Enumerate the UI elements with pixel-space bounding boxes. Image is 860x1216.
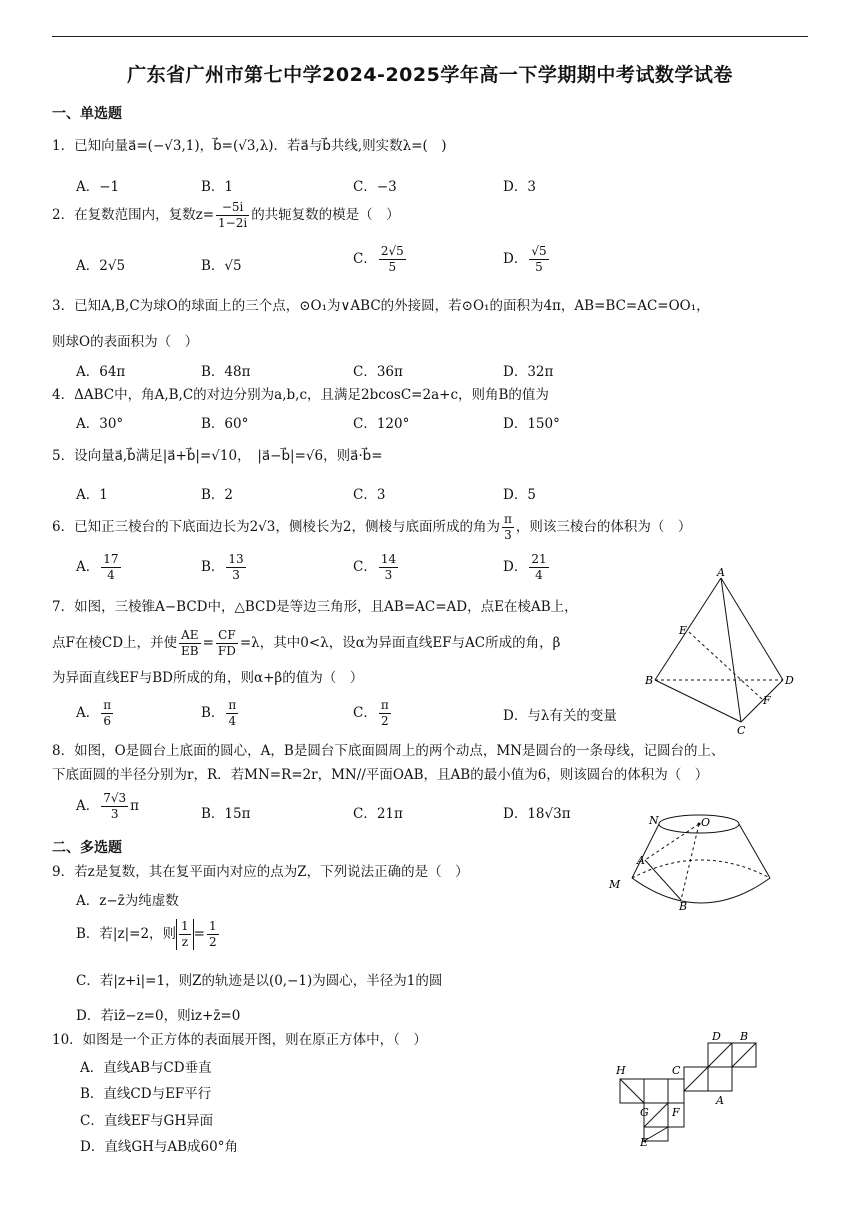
net-label-b: B	[740, 1030, 749, 1043]
q2-option-b: B．√5	[201, 258, 242, 274]
tetra-label-c: C	[737, 724, 746, 736]
q6-option-b: B． $\frac{13}{3}$	[201, 552, 244, 582]
q5-option-b: B．2	[201, 487, 234, 503]
q2-option-d: D． $\frac{√5}{5}$	[503, 244, 547, 274]
q7-option-b: B． $\frac{\pi}{4}$	[201, 698, 237, 728]
tetra-label-b: B	[645, 674, 654, 687]
q5-option-d: D．5	[503, 487, 536, 503]
tetrahedron-figure	[645, 566, 805, 736]
q7-option-a: A． $\frac{\pi}{6}$	[76, 698, 112, 728]
question-3-line-2: 则球O的表面积为（ ）	[52, 334, 199, 350]
q10-option-d: D．直线GH与AB成60°角	[80, 1139, 238, 1155]
q10-option-b: B．直线CD与EF平行	[80, 1086, 212, 1102]
q9-option-b: B．若|z|=2，则 $\frac{1}{z}$ = $\frac{1}{2}$	[76, 919, 217, 949]
q4-option-d: D．150°	[503, 416, 560, 432]
question-8-line-1: 8．如图，O是圆台上底面的圆心，A，B是圆台下底面圆周上的两个动点，MN是圆台的一条母线，记圆台的上、	[52, 743, 725, 759]
net-label-a: A	[716, 1094, 724, 1107]
net-label-g: G	[640, 1106, 649, 1119]
question-3-line-1: 3．已知A,B,C为球O的球面上的三个点，⊙O₁为∨ABC的外接圆，若⊙O₁的面积为4π，AB=BC=AC=OO₁，	[52, 298, 710, 314]
q7-option-d: D．与λ有关的变量	[503, 708, 617, 724]
q2-option-c: C． $\frac{2√5}{5}$	[353, 244, 404, 274]
question-5: 5．设向量a⃗,b⃗满足|a⃗+b⃗|=√10， |a⃗−b⃗|=√6，则a⃗·b⃗=	[52, 448, 383, 464]
q8-option-c: C．21π	[353, 806, 403, 822]
q3-option-b: B．48π	[201, 364, 251, 380]
q9-option-a: A．z−z̄为纯虚数	[76, 893, 179, 909]
q3-option-c: C．36π	[353, 364, 403, 380]
q5-option-a: A．1	[76, 487, 108, 503]
q8-option-b: B．15π	[201, 806, 251, 822]
frustum-label-o: O	[701, 816, 711, 829]
q1-option-c: C．−3	[353, 179, 397, 195]
q10-option-a: A．直线AB与CD垂直	[80, 1060, 212, 1076]
q4-option-c: C．120°	[353, 416, 410, 432]
q9-option-c: C．若|z+i|=1，则Z的轨迹是以(0,−1)为圆心，半径为1的圆	[76, 973, 443, 989]
frustum-label-b: B	[679, 900, 688, 912]
question-2: 2．在复数范围内，复数z= $\frac{-5i}{1-2i}$ 的共轭复数的模是（ ）	[52, 200, 400, 230]
q4-option-b: B．60°	[201, 416, 249, 432]
cube-net-figure	[612, 1026, 760, 1148]
q4-option-a: A．30°	[76, 416, 124, 432]
section-heading-multi: 二、多选题	[52, 840, 122, 856]
net-label-c: C	[672, 1064, 681, 1077]
q1-option-d: D．3	[503, 179, 536, 195]
question-8-line-2: 下底面圆的半径分别为r，R．若MN=R=2r，MN//平面OAB，且AB的最小值为6，则该圆台的体积为（ ）	[52, 767, 709, 783]
question-7-line-3: 为异面直线EF与BD所成的角，则α+β的值为（ ）	[52, 670, 364, 686]
page-title: 广东省广州市第七中学2024-2025学年高一下学期期中考试数学试卷	[127, 64, 733, 86]
net-label-d: D	[712, 1030, 721, 1043]
question-4: 4．ΔABC中，角A,B,C的对边分别为a,b,c，且满足2bcosC=2a+c，则角B的值为	[52, 387, 549, 403]
q8-option-d: D．18√3π	[503, 806, 571, 822]
frustum-label-n: N	[649, 814, 659, 827]
tetra-label-f: F	[763, 694, 771, 707]
q3-option-d: D．32π	[503, 364, 554, 380]
tetra-label-e: E	[679, 624, 688, 637]
tetra-label-d: D	[785, 674, 794, 687]
top-rule	[52, 36, 808, 37]
question-9: 9．若z是复数，其在复平面内对应的点为Z，下列说法正确的是（ ）	[52, 864, 469, 880]
q10-option-c: C．直线EF与GH异面	[80, 1113, 214, 1129]
q6-option-d: D． $\frac{21}{4}$	[503, 552, 547, 582]
q6-option-a: A． $\frac{17}{4}$	[76, 552, 119, 582]
frustum-label-a: A	[637, 854, 645, 867]
net-label-f: F	[672, 1106, 680, 1119]
question-6: 6．已知正三棱台的下底面边长为2√3，侧棱长为2，侧棱与底面所成的角为 $\frac{\pi}{3}$ ，则该三棱台的体积为（ ）	[52, 512, 692, 542]
tetra-label-a: A	[717, 566, 725, 579]
q3-option-a: A．64π	[76, 364, 126, 380]
section-heading-single: 一、单选题	[52, 106, 122, 122]
net-label-e: E	[640, 1136, 649, 1148]
question-7-line-2: 点F在棱CD上，并使 $\frac{AE}{EB}$ = $\frac{CF}{FD}$ =λ，其中0<λ，设α为异面直线EF与AC所成的角，β	[52, 628, 561, 658]
q5-option-c: C．3	[353, 487, 386, 503]
q1-option-b: B．1	[201, 179, 234, 195]
frustum-figure	[605, 808, 780, 912]
q6-option-c: C． $\frac{14}{3}$	[353, 552, 397, 582]
frustum-label-m: M	[609, 878, 621, 891]
q7-option-c: C． $\frac{\pi}{2}$	[353, 698, 389, 728]
q1-option-a: A．−1	[76, 179, 120, 195]
question-7-line-1: 7．如图，三棱锥A−BCD中，△BCD是等边三角形，且AB=AC=AD，点E在棱AB上，	[52, 599, 578, 615]
q2-option-a: A．2√5	[76, 258, 126, 274]
question-10: 10．如图是一个正方体的表面展开图，则在原正方体中，（ ）	[52, 1032, 427, 1048]
question-1: 1．已知向量a⃗=(−√3,1)，b⃗=(√3,λ)．若a⃗与b⃗共线,则实数λ=( )	[52, 138, 447, 154]
net-label-h: H	[616, 1064, 626, 1077]
q8-option-a: A． $\frac{7√3}{3}$ π	[76, 791, 140, 821]
q9-option-d: D．若iz̄−z=0，则iz+z̄=0	[76, 1008, 241, 1024]
